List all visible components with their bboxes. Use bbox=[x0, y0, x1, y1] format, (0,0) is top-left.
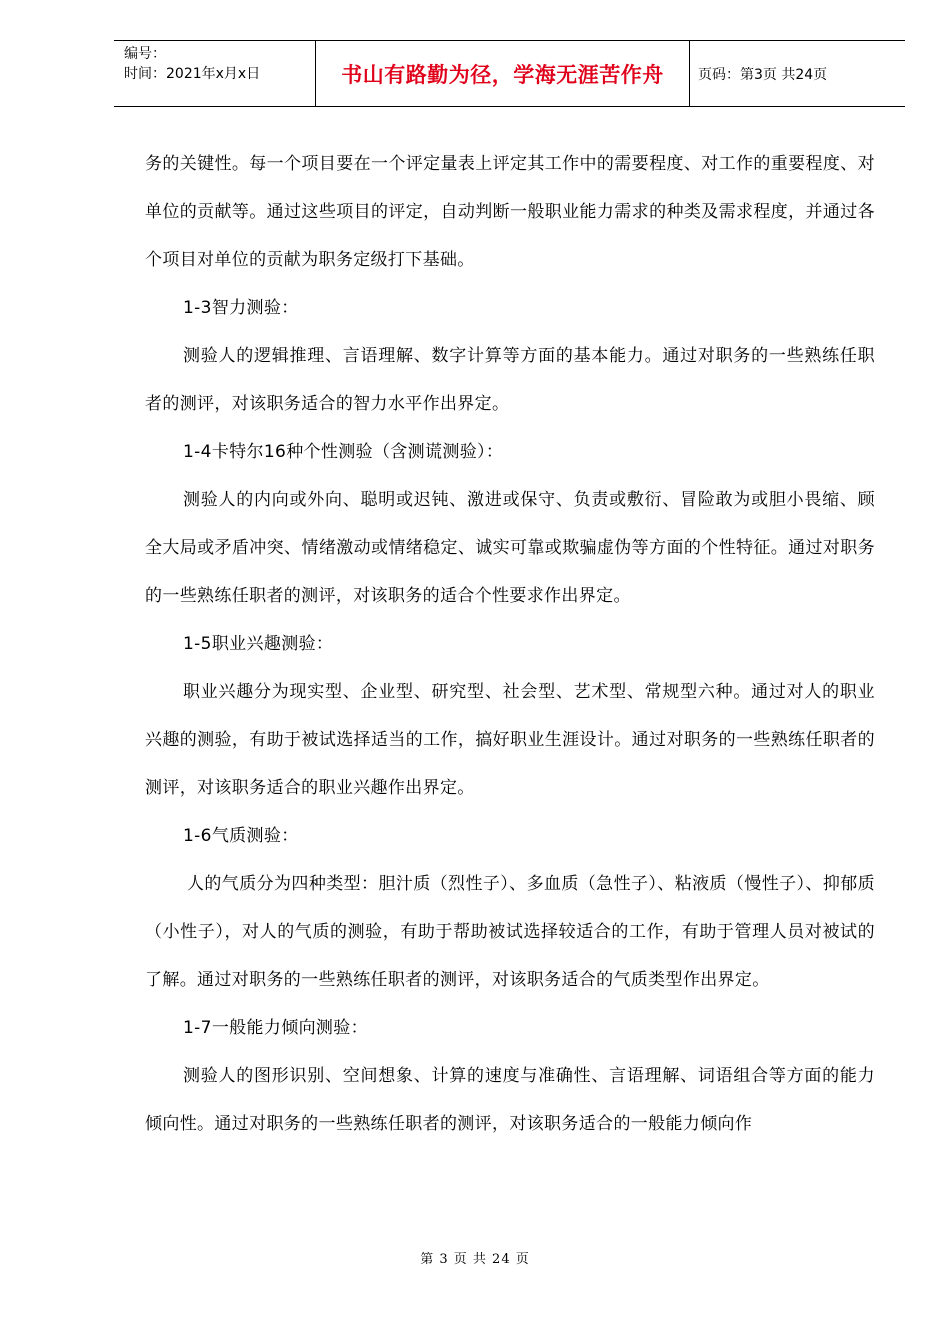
code-label: 编号： bbox=[124, 46, 166, 62]
header-meta-cell bbox=[114, 41, 316, 106]
page-footer: 第 3 页 共 24 页 bbox=[420, 1252, 530, 1267]
section-heading: 1-4卡特尔16种个性测验（含测谎测验）： bbox=[183, 442, 504, 462]
paragraph: 测验人的内向或外向、聪明或迟钝、激进或保守、负责或敷衍、冒险敢为或胆小畏缩、顾全大局或矛盾冲突、情绪激动或情绪稳定、诚实可靠或欺骗虚伪等方面的个性特征。通过对职务的一些熟练任职者的测评，对该职务的适合个性要求作出界定。 bbox=[145, 490, 875, 606]
section-heading: 1-5职业兴趣测验： bbox=[183, 634, 334, 654]
paragraph: 测验人的图形识别、空间想象、计算的速度与准确性、言语理解、词语组合等方面的能力倾向性。通过对职务的一些熟练任职者的测评，对该职务适合的一般能力倾向作 bbox=[145, 1066, 875, 1134]
paragraph: 测验人的逻辑推理、言语理解、数字计算等方面的基本能力。通过对职务的一些熟练任职者的测评，对该职务适合的智力水平作出界定。 bbox=[145, 346, 875, 414]
header-motto-cell bbox=[316, 41, 690, 106]
motto-text: 书山有路勤为径，学海无涯苦作舟 bbox=[341, 61, 664, 87]
paragraph: 务的关键性。每一个项目要在一个评定量表上评定其工作中的需要程度、对工作的重要程度、对单位的贡献等。通过这些项目的评定，自动判断一般职业能力需求的种类及需求程度，并通过各个项目对单位的贡献为职务定级打下基础。 bbox=[145, 154, 875, 270]
section-heading: 1-6气质测验： bbox=[183, 826, 299, 846]
header-page-cell bbox=[690, 41, 905, 106]
paragraph: 人的气质分为四种类型：胆汁质（烈性子）、多血质（急性子）、粘液质（慢性子）、抑郁质（小性子），对人的气质的测验，有助于帮助被试选择较适合的工作，有助于管理人员对被试的了解。通过对职务的一些熟练任职者的测评，对该职务适合的气质类型作出界定。 bbox=[145, 874, 875, 990]
time-label: 时间：2021年x月x日 bbox=[124, 66, 261, 82]
header-page-info: 页码：第3页 共24页 bbox=[698, 66, 828, 83]
document-body bbox=[145, 140, 875, 1148]
section-heading: 1-3智力测验： bbox=[183, 298, 299, 318]
section-heading: 1-7一般能力倾向测验： bbox=[183, 1018, 368, 1038]
page-header bbox=[114, 40, 905, 107]
paragraph: 职业兴趣分为现实型、企业型、研究型、社会型、艺术型、常规型六种。通过对人的职业兴趣的测验，有助于被试选择适当的工作，搞好职业生涯设计。通过对职务的一些熟练任职者的测评，对该职务适合的职业兴趣作出界定。 bbox=[145, 682, 875, 798]
